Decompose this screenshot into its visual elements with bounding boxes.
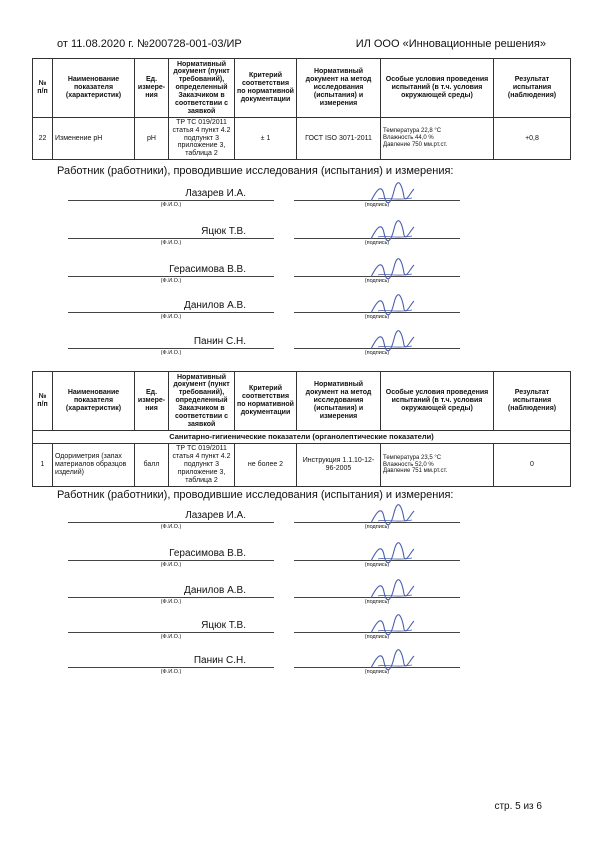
table-row [33,444,571,486]
fio-caption: (Ф.И.О.) [160,314,182,320]
signer-name: Герасимова В.В. [169,548,246,559]
signature-caption: (подпись) [364,562,390,568]
col-header: Результат испытания (наблюдения) [494,372,571,431]
results-table-1 [32,58,571,160]
fio-line [68,597,274,598]
signer-row [68,543,460,568]
col-header: Особые условия проведения испытаний (в т.ч. условия окружающей среды) [381,59,494,118]
fio-caption: (Ф.И.О.) [160,669,182,675]
cond-humidity: Влажность 44,0 % [383,135,434,142]
fio-line [68,200,274,201]
fio-line [68,312,274,313]
cell-name: Изменение pH [53,118,135,160]
table-row [33,118,571,160]
fio-caption: (Ф.И.О.) [160,562,182,568]
cond-humidity: Влажность 52,0 % [383,461,434,468]
handwritten-signature [368,257,416,285]
signer-row [68,505,460,530]
cond-pressure: Давление 750 мм.рт.ст. [383,141,448,148]
signature-caption: (подпись) [364,634,390,640]
fio-line [68,276,274,277]
handwritten-signature [368,293,416,321]
signer-row [68,580,460,605]
signer-name: Панин С.Н. [193,336,246,347]
cell-conditions [381,444,494,486]
signer-name: Данилов А.В. [184,585,246,596]
fio-caption: (Ф.И.О.) [160,350,182,356]
cond-temperature: Температура 23,5 °С [383,454,442,461]
handwritten-signature [368,329,416,357]
cell-criterion: не более 2 [235,444,297,486]
table-header-row [33,372,571,431]
signer-name: Данилов А.В. [184,300,246,311]
fio-caption: (Ф.И.О.) [160,202,182,208]
cell-num: 1 [33,444,53,486]
col-header: Нормативный документ на метод исследования (испытания) и измерения [297,59,381,118]
signer-name: Яцюк Т.В. [201,620,246,631]
workers-label: Работник (работники), проводившие исследования (испытания) и измерения: [57,489,454,501]
page-number: стр. 5 из 6 [494,801,542,812]
fio-line [68,632,274,633]
handwritten-signature [368,613,416,641]
cell-criterion: ± 1 [235,118,297,160]
signer-row [68,615,460,640]
handwritten-signature [368,181,416,209]
fio-line [68,522,274,523]
signature-caption: (подпись) [364,314,390,320]
cell-method: ГОСТ ISO 3071-2011 [297,118,381,160]
fio-caption: (Ф.И.О.) [160,278,182,284]
signer-row [68,650,460,675]
handwritten-signature [368,648,416,676]
cell-conditions [381,118,494,160]
fio-caption: (Ф.И.О.) [160,524,182,530]
signature-caption: (подпись) [364,240,390,246]
signer-row [68,259,460,284]
signer-row [68,331,460,356]
fio-caption: (Ф.И.О.) [160,599,182,605]
handwritten-signature [368,541,416,569]
workers-label: Работник (работники), проводившие исследования (испытания) и измерения: [57,165,454,177]
signature-caption: (подпись) [364,669,390,675]
fio-line [68,560,274,561]
col-header: Ед. измере-ния [135,59,169,118]
fio-caption: (Ф.И.О.) [160,240,182,246]
col-header: Нормативный документ (пункт требований), определенный Заказчиком в соответствии с заявкой [169,59,235,118]
signer-name: Панин С.Н. [193,655,246,666]
col-header: Особые условия проведения испытаний (в т.ч. условия окружающей среды) [381,372,494,431]
signer-row [68,221,460,246]
cond-temperature: Температура 22,8 °С [383,128,442,135]
col-header: Ед. измере-ния [135,372,169,431]
signature-caption: (подпись) [364,202,390,208]
signer-row [68,295,460,320]
section-row [33,431,571,444]
fio-line [68,238,274,239]
fio-caption: (Ф.И.О.) [160,634,182,640]
col-header: Наименование показателя (характеристик) [53,372,135,431]
signature-caption: (подпись) [364,278,390,284]
cell-result: 0 [494,444,571,486]
cell-result: +0,8 [494,118,571,160]
col-header: Нормативный документ (пункт требований), определенный Заказчиком в соответствии с заявкой [169,372,235,431]
cell-num: 22 [33,118,53,160]
col-header: Результат испытания (наблюдения) [494,59,571,118]
signer-name: Яцюк Т.В. [201,226,246,237]
signer-row [68,183,460,208]
handwritten-signature [368,219,416,247]
fio-line [68,667,274,668]
col-header: № п/п [33,59,53,118]
col-header: Критерий соответствия по нормативной документации [235,372,297,431]
protocol-reference: от 11.08.2020 г. №200728-001-03/ИР [57,38,242,50]
signer-name: Лазарев И.А. [185,188,246,199]
col-header: Наименование показателя (характеристик) [53,59,135,118]
cell-normdoc: ТР ТС 019/2011 статья 4 пункт 4.2 подпункт 3 приложение 3, таблица 2 [169,444,235,486]
signature-caption: (подпись) [364,599,390,605]
handwritten-signature [368,503,416,531]
signature-caption: (подпись) [364,524,390,530]
cell-unit: балл [135,444,169,486]
cell-normdoc: ТР ТС 019/2011 статья 4 пункт 4.2 подпункт 3 приложение 3, таблица 2 [169,118,235,160]
results-table-2 [32,371,571,487]
cell-method: Инструкция 1.1.10-12-96-2005 [297,444,381,486]
signer-name: Лазарев И.А. [185,510,246,521]
lab-name: ИЛ ООО «Инновационные решения» [355,38,546,50]
section-title: Санитарно-гигиенические показатели (органолептические показатели) [33,431,571,444]
col-header: № п/п [33,372,53,431]
col-header: Нормативный документ на метод исследования (испытания) и измерения [297,372,381,431]
table-header-row [33,59,571,118]
handwritten-signature [368,578,416,606]
cond-pressure: Давление 751 мм.рт.ст. [383,468,448,475]
cell-name: Одориметрия (запах материалов образцов изделий) [53,444,135,486]
col-header: Критерий соответствия по нормативной документации [235,59,297,118]
signer-name: Герасимова В.В. [169,264,246,275]
fio-line [68,348,274,349]
cell-unit: pH [135,118,169,160]
signature-caption: (подпись) [364,350,390,356]
